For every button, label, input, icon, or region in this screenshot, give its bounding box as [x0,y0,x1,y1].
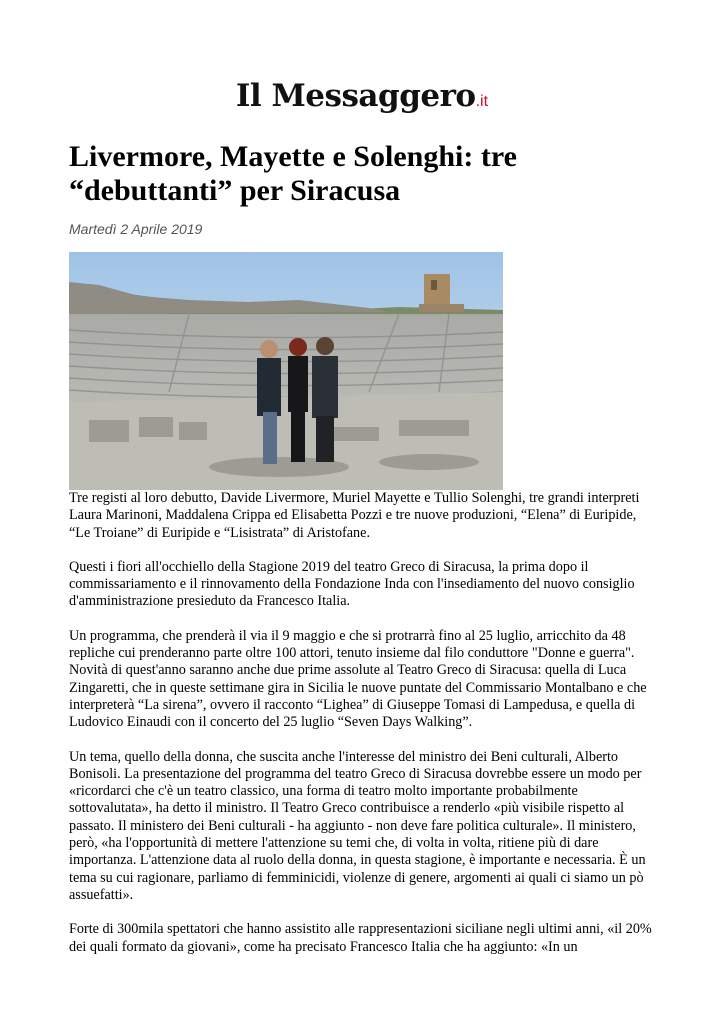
paragraph: Forte di 300mila spettatori che hanno assistito alle rappresentazioni siciliane negli ultimi anni, «il 20% dei quali formato da giovani», come ha precisato Francesco Italia che ha aggiunto: «In un [69,921,652,955]
paragraph: Tre registi al loro debutto, Davide Livermore, Muriel Mayette e Tullio Solenghi, tre grandi interpreti Laura Marinoni, Maddalena Crippa ed Elisabetta Pozzi e tre nuove produzioni, “Elena” di Euripide, “Le Troiane” di Euripide e “Lisistrata” di Aristofane. [69,490,640,541]
paragraph: Un programma, che prenderà il via il 9 maggio e che si protrarrà fino al 25 luglio, arricchito da 48 repliche cui prenderanno parte oltre 100 attori, tenuto insieme dal filo conduttore "Donne e guerra". Novità di quest'anno saranno anche due prime assolute al Teatro Greco di Siracusa: quella di Luca Zingaretti, che in queste settimane gira in Sicilia le nuove puntate del Commissario Montalbano e che interpreterà “La sirena”, ovvero il racconto “Lighea” di Giuseppe Tomasi di Lampedusa, e quella di Ludovico Einaudi con il concerto del 25 luglio “Seven Days Walking”. [69,627,647,731]
masthead [0,78,724,114]
people-group [257,337,338,464]
logo-tld: .it [475,93,489,110]
article-body [69,490,659,973]
newspaper-logo [236,78,488,114]
logo-name: Il Messaggero [235,78,476,114]
paragraph: Questi i fiori all'occhiello della Stagione 2019 del teatro Greco di Siracusa, la prima dopo il commissariamento e il rinnovamento della Fondazione Inda con l'insediamento del nuovo consiglio d'amministrazione presieduto da Francesco Italia. [69,558,635,610]
article-date: Martedì 2 Aprile 2019 [69,221,203,237]
paragraph: Un tema, quello della donna, che suscita anche l'interesse del ministro dei Beni culturali, Alberto Bonisoli. La presentazione del programma del teatro Greco di Siracusa dovrebbe essere un modo per «ricordarci che c'è un teatro classico, una forma di teatro molto importante probabilmente sottovalutata», ha detto il ministro. Il Teatro Greco contribuisce a renderlo «più visibile rispetto al passato. Il ministero dei Beni culturali - ha aggiunto - non deve fare politica culturale». Il ministero, però, «ha l'opportunità di mettere l'attenzione su temi che, di volta in volta, ritiene più di dare importanza. L'attenzione data al ruolo della donna, in questa stagione, è importante e necessaria. È un tema su cui ragionare, parliamo di femminicidi, violenze di genere, argomenti ai quali ci siamo un pò assuefatti». [69,748,646,903]
theatre-photo-illustration [69,252,503,490]
article-title: Livermore, Mayette e Solenghi: tre “debuttanti” per Siracusa [69,140,517,207]
article-photo [69,252,503,490]
